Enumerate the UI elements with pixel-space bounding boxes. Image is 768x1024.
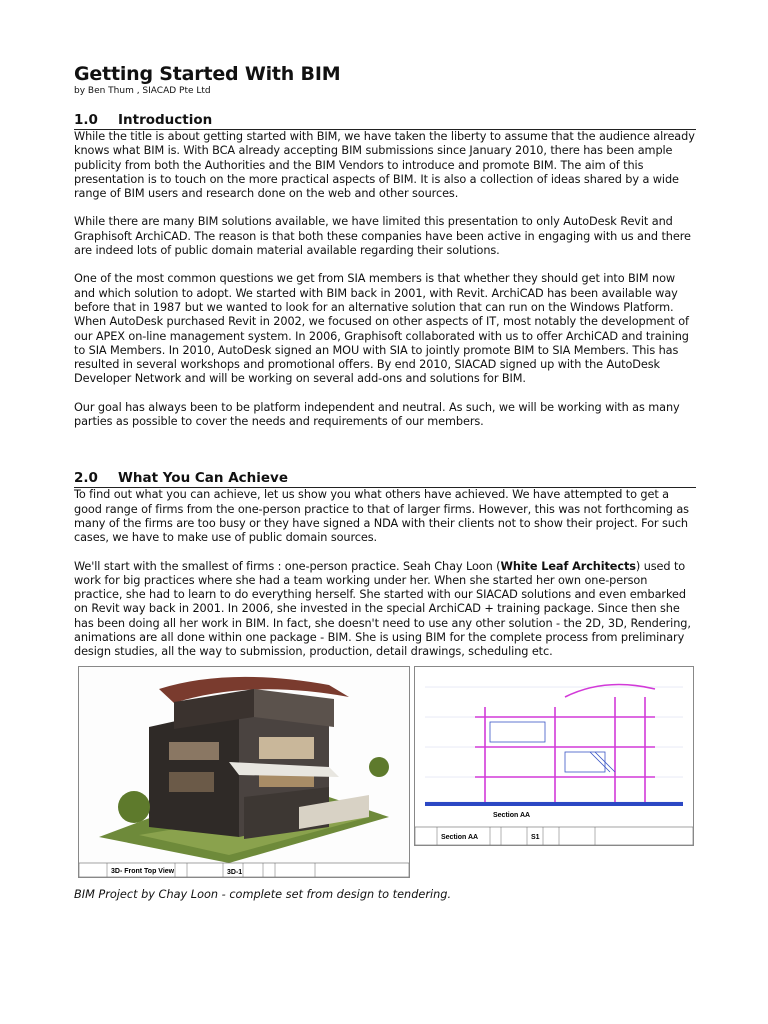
section-2-title: What You Can Achieve <box>118 470 289 487</box>
section-drawing-image <box>415 667 693 845</box>
section-1-paragraph: Our goal has always been to be platform independent and neutral. As such, we will be working with as many parties as possible to cover the needs and requirements of our members. <box>74 400 680 429</box>
figure-3d-render <box>78 666 410 878</box>
section-2-paragraph: To find out what you can achieve, let us show you what others have achieved. We have attempted to get a good range of firms from the one-person practice to that of larger firms. However, this was not forthcoming as many of the firms are too busy or they have signed a NDA with their clients not to show their project. For such cases, we have to make use of public domain sources. <box>74 488 689 545</box>
paragraph-text: We'll start with the smallest of firms : one-person practice. Seah Chay Loon ( <box>74 559 501 573</box>
document-page <box>74 62 696 902</box>
section-label: Section AA <box>493 811 531 819</box>
figure-caption: BIM Project by Chay Loon - complete set from design to tendering. <box>74 887 452 901</box>
section-2-heading <box>74 469 696 488</box>
figure-left-sheet: 3D-1 <box>227 868 243 876</box>
section-1-heading <box>74 111 696 130</box>
section-1-number: 1.0 <box>74 112 98 128</box>
paragraph-text: ) used to work for big practices where she had a team working under her. When she started her own one-person practice, she had to learn to do everything herself. She started with our SIACAD solutions and even embarked on Revit way back in 2001. In 2006, she invested in the special ArchiCAD + training package. Since then she has been doing all her work in BIM. In fact, she doesn't need to use any other solution - the 2D, 3D, Rendering, animations are all done within one package - BIM. She is using BIM for the complete process from preliminary design studies, all the way to submission, production, detail drawings, scheduling etc. <box>74 559 691 659</box>
firm-name: White Leaf Architects <box>500 559 636 573</box>
section-1-title: Introduction <box>118 112 213 128</box>
section-2-number: 2.0 <box>74 470 98 487</box>
figure-left-title: 3D- Front Top View <box>111 867 175 875</box>
section-1-paragraph: While the title is about getting started with BIM, we have taken the liberty to assume that the audience already knows what BIM is. With BCA already accepting BIM submissions since January 2010, there has been ample publicity from both the Authorities and the BIM Vendors to introduce and promote BIM. The aim of this presentation is to touch on the more practical aspects of BIM. It is also a collection of ideas shared by a wide range of BIM users and research done on the web and other sources. <box>74 130 695 201</box>
figure-row <box>74 666 696 878</box>
figure-right-sheet: S1 <box>531 833 540 841</box>
section-2-paragraph <box>74 560 696 660</box>
house-render-image <box>79 667 409 877</box>
document-byline: by Ben Thum , SIACAD Pte Ltd <box>74 86 211 96</box>
figure-right-title: Section AA <box>441 833 479 841</box>
section-1-paragraph: One of the most common questions we get from SIA members is that whether they should get into BIM now and which solution to adopt. We started with BIM back in 2001, with Revit. ArchiCAD has been available way before that in 1987 but we wanted to look for an alternative solution that can run on the Windows Platform. When AutoDesk purchased Revit in 2002, we focused on other aspects of IT, most notably the development of our APEX on-line management system. In 2006, Graphisoft collaborated with us to offer ArchiCAD and training to SIA Members. In 2010, AutoDesk signed an MOU with SIA to jointly promote BIM to SIA Members. This has resulted in several workshops and promotional offers. By end 2010, SIACAD signed up with the AutoDesk Developer Network and will be working on several add-ons and solutions for BIM. <box>74 272 689 386</box>
figure-section-drawing <box>414 666 694 846</box>
document-title: Getting Started With BIM <box>74 63 341 85</box>
section-1-paragraph: While there are many BIM solutions available, we have limited this presentation to only AutoDesk Revit and Graphisoft ArchiCAD. The reason is that both these companies have been active in engaging with us and there are indeed lots of public domain material available regarding their solutions. <box>74 215 691 258</box>
